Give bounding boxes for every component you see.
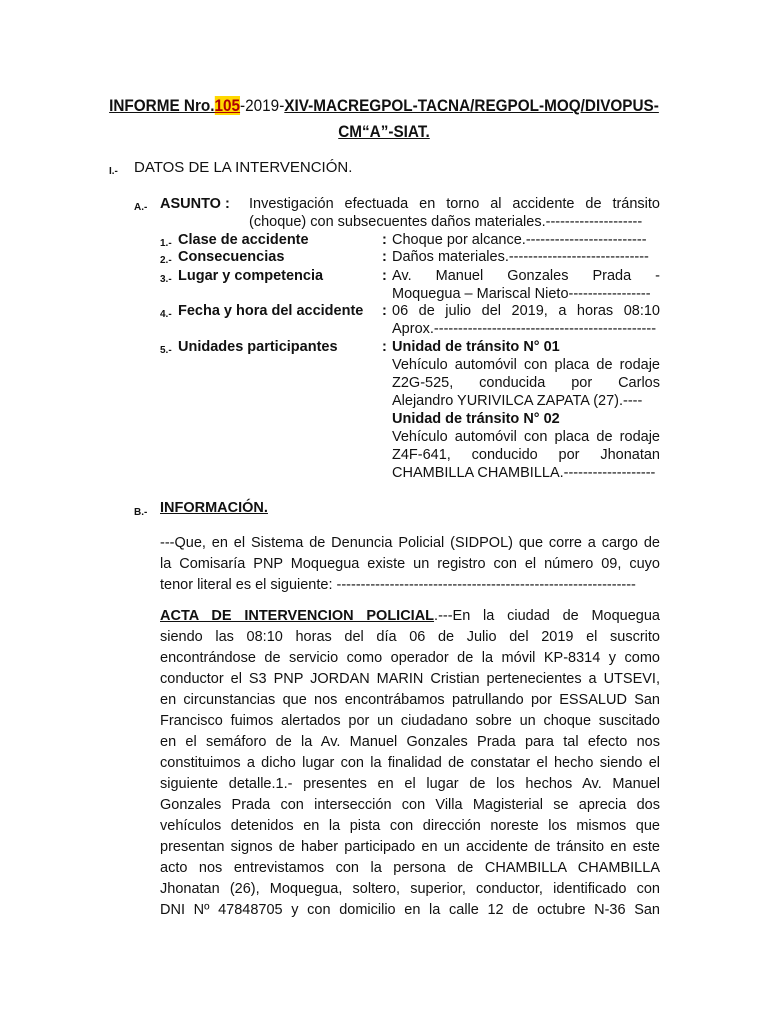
- item-5-number: 5.-: [160, 345, 172, 356]
- report-title-line-2: [92, 120, 675, 144]
- section-b-heading: INFORMACIÓN.: [160, 500, 268, 516]
- title-prefix: INFORME Nro.: [109, 96, 215, 115]
- unit-2-line-3: CHAMBILLA CHAMBILLA.-------------------: [392, 465, 656, 481]
- unit-1-line-3: Alejandro YURIVILCA ZAPATA (27).----: [392, 393, 643, 409]
- item-2-colon: :: [382, 249, 387, 265]
- paragraph-line: la Comisaría PNP Moquegua existe un registro con el número 09, cuyo: [160, 556, 660, 572]
- section-i-heading: DATOS DE LA INTERVENCIÓN.: [134, 159, 353, 176]
- item-3-colon: :: [382, 268, 387, 284]
- paragraph-sidpol: [160, 533, 660, 596]
- section-a-number: A.-: [134, 202, 148, 213]
- paragraph-line: DNI Nº 47848705 y con domicilio en la calle 12 de octubre N-36 San: [160, 902, 660, 918]
- item-4-value-line-2: Aprox.----------------------------------------------: [392, 321, 657, 337]
- paragraph-line: acto nos entrevistamos con la persona de CHAMBILLA CHAMBILLA: [160, 860, 660, 876]
- section-i-number: I.-: [109, 166, 118, 177]
- item-1-label: Clase de accidente: [178, 232, 309, 248]
- acta-first-rest: .---En la ciudad de Moquegua: [434, 608, 660, 624]
- paragraph-line: tenor literal es el siguiente: --------------------------------------------------------------: [160, 577, 636, 593]
- item-4-number: 4.-: [160, 309, 172, 320]
- title-code: XIV-MACREGPOL-TACNA/REGPOL-MOQ/DIVOPUS-: [284, 96, 659, 115]
- paragraph-line: siendo las 08:10 horas del día 06 de Julio del 2019 el suscrito: [160, 629, 660, 645]
- paragraph-line: vehículos detenidos en la pista con dirección noreste los mismos que: [160, 818, 660, 834]
- title-code-cont: CM“A”-SIAT.: [338, 122, 430, 141]
- item-2-value: Daños materiales.-----------------------------: [392, 249, 649, 265]
- unit-2-line-2: Z4F-641, conducido por Jhonatan: [392, 447, 660, 463]
- paragraph-line: Francisco fuimos alertados por un ciudadano sobre un choque suscitado: [160, 713, 660, 729]
- item-4-label: Fecha y hora del accidente: [178, 303, 364, 319]
- item-5-label: Unidades participantes: [178, 339, 338, 355]
- unit-1-line-2: Z2G-525, conducida por Carlos: [392, 375, 660, 391]
- title-year: -2019-: [240, 96, 285, 115]
- report-title-line-1: [92, 94, 675, 118]
- paragraph-line: siguiente detalle.1.- presentes en el lugar de los hechos Av. Manuel: [160, 776, 660, 792]
- item-4-value-line-1: 06 de julio del 2019, a horas 08:10: [392, 303, 660, 319]
- section-b-number: B.-: [134, 507, 148, 518]
- item-1-colon: :: [382, 232, 387, 248]
- item-3-number: 3.-: [160, 274, 172, 285]
- item-1-value: Choque por alcance.-------------------------: [392, 232, 647, 248]
- paragraph-line: ---Que, en el Sistema de Denuncia Policial (SIDPOL) que corre a cargo de: [160, 535, 660, 551]
- paragraph-line: Jhonatan (26), Moquegua, soltero, superior, conductor, identificado con: [160, 881, 660, 897]
- acta-title: ACTA DE INTERVENCION POLICIAL: [160, 608, 435, 624]
- acta-first-line: [160, 606, 660, 627]
- asunto-line-2: (choque) con subsecuentes daños materiales.--------------------: [249, 214, 643, 230]
- paragraph-line: en circunstancias que nos encontrábamos patrullando por ESSALUD San: [160, 692, 660, 708]
- paragraph-line: constituimos a dicho lugar con la finalidad de constatar el hecho siendo el: [160, 755, 660, 771]
- unit-1-title: Unidad de tránsito N° 01: [392, 339, 560, 355]
- paragraph-line: Gonzales Prada con intersección con Villa Magisterial se aprecia dos: [160, 797, 660, 813]
- unit-2-line-1: Vehículo automóvil con placa de rodaje: [392, 429, 660, 445]
- item-2-number: 2.-: [160, 255, 172, 266]
- unit-1-line-1: Vehículo automóvil con placa de rodaje: [392, 357, 660, 373]
- item-3-label: Lugar y competencia: [178, 268, 324, 284]
- item-2-label: Consecuencias: [178, 249, 285, 265]
- paragraph-line: encontrándose de servicio como operador de la móvil KP-8314 y como: [160, 650, 660, 666]
- unit-2-title: Unidad de tránsito N° 02: [392, 411, 560, 427]
- item-1-number: 1.-: [160, 238, 172, 249]
- paragraph-acta: [160, 606, 660, 921]
- asunto-line-1: Investigación efectuada en torno al accidente de tránsito: [249, 196, 660, 212]
- paragraph-line: en el semáforo de la Av. Manuel Gonzales Prada para tal efecto nos: [160, 734, 660, 750]
- report-number: 105: [214, 96, 241, 115]
- item-3-value-line-1: Av. Manuel Gonzales Prada -: [392, 268, 660, 284]
- asunto-label: ASUNTO :: [160, 196, 230, 212]
- item-4-colon: :: [382, 303, 387, 319]
- paragraph-line: presentan signos de haber participado en un accidente de tránsito en este: [160, 839, 660, 855]
- item-3-value-line-2: Moquegua – Mariscal Nieto-----------------: [392, 286, 651, 302]
- item-5-colon: :: [382, 339, 387, 355]
- paragraph-line: conductor el S3 PNP JORDAN MARIN Cristian pertenecientes a UTSEVI,: [160, 671, 660, 687]
